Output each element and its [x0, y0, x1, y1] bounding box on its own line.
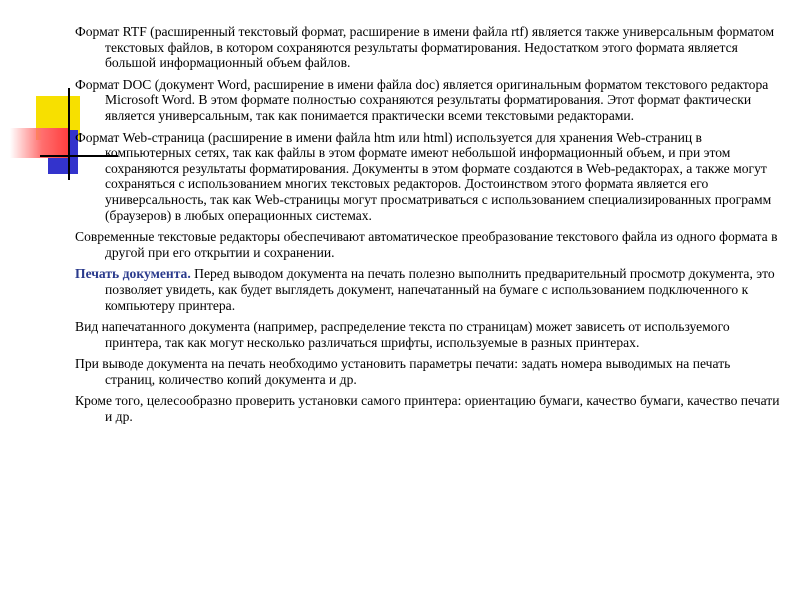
paragraph-printer-view [75, 319, 780, 350]
paragraph-text: Формат Web-страница (расширение в имени файла htm или html) используется для хранения Web-страниц в компьютерных сетях, так как файлы в этом формате имеют небольшой информационный объем, и при этом сохраняются результаты форматирования. Документы в этом формате создаются в Web-редакторах, а также могут сохраняться с использованием многих текстовых редакторов. Достоинством этого формата является его универсальность, так как Web-страницы могут просматриваться с использованием специализированных программ (браузеров) в любых операционных системах. [75, 129, 772, 223]
paragraph-text: Перед выводом документа на печать полезно выполнить предварительный просмотр документа, это позволяет увидеть, как будет выглядеть документ, напечатанный на бумаге с использованием подключенного к компьютеру принтера. [105, 266, 775, 313]
paragraph-printer-settings [75, 393, 780, 424]
paragraph-conversion [75, 229, 780, 260]
paragraph-print-params [75, 356, 780, 387]
text-content [75, 24, 780, 431]
paragraph-web-page [75, 130, 780, 224]
paragraph-text: Вид напечатанного документа (например, распределение текста по страницам) может зависеть от используемого принтера, так как могут несколько различаться шрифты, используемые в разных принтерах. [75, 319, 730, 350]
paragraph-text: При выводе документа на печать необходимо установить параметры печати: задать номера выводимых на печать страниц, количество копий документа и др. [75, 356, 731, 387]
paragraph-text: Формат RTF (расширенный текстовый формат, расширение в имени файла rtf) является также универсальным форматом текстовых файлов, в котором сохраняются результаты форматирования. Недостатком этого формата является большой информационный объем файлов. [75, 24, 775, 71]
red-gradient-shape [10, 128, 68, 158]
paragraph-printing [75, 266, 780, 313]
paragraph-doc [75, 77, 780, 124]
vertical-line-shape [68, 88, 70, 180]
paragraph-rtf [75, 24, 780, 71]
paragraph-text: Формат DOC (документ Word, расширение в имени файла doc) является оригинальным форматом текстового редактора Microsoft Word. В этом формате полностью сохраняются результаты форматирования. Этот формат фактически является универсальным, так как понимается практически всеми текстовыми редакторами. [75, 76, 769, 123]
paragraph-text: Современные текстовые редакторы обеспечивают автоматическое преобразование текстового файла из одного формата в другой при его открытии и сохранении. [75, 229, 778, 260]
paragraph-text: Кроме того, целесообразно проверить установки самого принтера: ориентацию бумаги, качество бумаги, качество печати и др. [75, 393, 780, 425]
paragraph-lead: Печать документа. [75, 266, 191, 282]
